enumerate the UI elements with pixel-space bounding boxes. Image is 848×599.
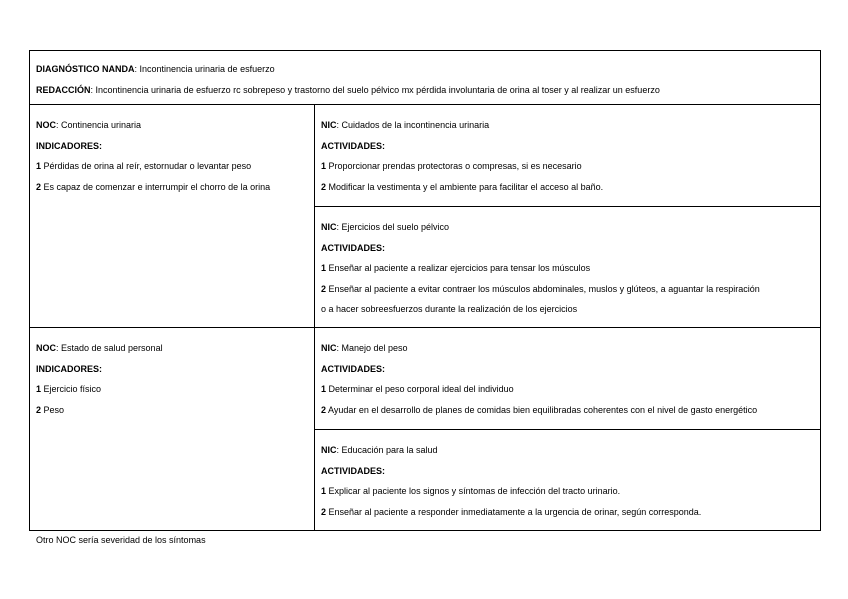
- nic1-activity-1-num: 1: [321, 161, 327, 171]
- noc2-cell: [30, 328, 315, 531]
- nic4-cell: [315, 430, 821, 531]
- section-row-1: [30, 105, 821, 207]
- diagnosis-line: [30, 59, 820, 80]
- nic4-title: [315, 440, 820, 461]
- noc2-indicator-2-text: Peso: [41, 404, 65, 415]
- noc1-indicator-2: [30, 177, 314, 198]
- nic4-activity-1: [315, 481, 820, 502]
- nic4-activity-1-num: 1: [321, 486, 327, 496]
- noc1-cell: [30, 105, 315, 328]
- nic2-title-text: : Ejercicios del suelo pélvico: [336, 222, 450, 232]
- footer-note: Otro NOC sería severidad de los síntomas: [36, 535, 206, 545]
- nic2-activity-1-num: 1: [321, 263, 327, 273]
- nic3-activities-label: [315, 359, 820, 380]
- noc1-indicator-1: [30, 156, 314, 177]
- care-plan-page: [29, 50, 820, 531]
- nic3-activity-2-text: Ayudar en el desarrollo de planes de comidas bien equilibradas coherentes con el nivel de gasto energético: [326, 404, 758, 415]
- diagnosis-label: DIAGNÓSTICO NANDA: [36, 64, 135, 74]
- noc1-title-text: : Continencia urinaria: [56, 120, 142, 130]
- redaction-line: [30, 80, 820, 101]
- diagnosis-text: : Incontinencia urinaria de esfuerzo: [134, 64, 275, 74]
- redaction-label: REDACCIÓN: [36, 84, 91, 95]
- noc2-title: [30, 338, 314, 359]
- nic3-activity-1: [315, 379, 820, 400]
- nic1-activity-2-text: Modificar la vestimenta y el ambiente para facilitar el acceso al baño.: [326, 181, 604, 192]
- noc2-indicators-heading: INDICADORES:: [36, 363, 103, 374]
- nic2-activity-2: [315, 279, 820, 300]
- noc2-indicator-2-num: 2: [36, 404, 42, 415]
- nic4-activities-label: [315, 461, 820, 482]
- nic1-activities-label: [315, 136, 820, 157]
- nic1-cell: [315, 105, 821, 207]
- nic2-cell: [315, 207, 821, 328]
- nic1-activity-2: [315, 177, 820, 198]
- nic2-activities-label: [315, 238, 820, 259]
- header-cell: [30, 51, 821, 105]
- nic3-cell: [315, 328, 821, 430]
- noc2-indicators-label: [30, 359, 314, 380]
- noc2-indicator-1: [30, 379, 314, 400]
- header-row: [30, 51, 821, 105]
- nic2-activity-2-num: 2: [321, 283, 327, 294]
- redaction-text: : Incontinencia urinaria de esfuerzo rc sobrepeso y trastorno del suelo pélvico mx pérdida involuntaria de orina al toser y al realizar un esfuerzo: [90, 84, 660, 95]
- nic1-activity-1: [315, 156, 820, 177]
- nic4-activity-2-num: 2: [321, 506, 327, 517]
- noc1-indicator-1-text: Pérdidas de orina al reír, estornudar o levantar peso: [41, 161, 252, 171]
- noc2-label: NOC: [36, 343, 56, 353]
- noc2-indicator-1-num: 1: [36, 384, 42, 394]
- nic2-label: NIC: [321, 222, 337, 232]
- nic2-activities-heading: ACTIVIDADES:: [321, 242, 386, 253]
- nic2-activity-1-text: Enseñar al paciente a realizar ejercicios para tensar los músculos: [326, 263, 591, 273]
- nic1-label: NIC: [321, 120, 337, 130]
- nic4-title-text: : Educación para la salud: [336, 445, 438, 455]
- noc1-label: NOC: [36, 120, 56, 130]
- nic4-activity-1-text: Explicar al paciente los signos y síntomas de infección del tracto urinario.: [326, 486, 621, 496]
- nic1-title-text: : Cuidados de la incontinencia urinaria: [336, 120, 490, 130]
- nic3-activity-1-num: 1: [321, 384, 327, 394]
- nic3-activity-1-text: Determinar el peso corporal ideal del individuo: [326, 384, 514, 394]
- nic2-activity-2-text: Enseñar al paciente a evitar contraer los músculos abdominales, muslos y glúteos, a aguantar la respiración: [326, 283, 760, 294]
- nic1-activity-1-text: Proporcionar prendas protectoras o compresas, si es necesario: [326, 161, 582, 171]
- nic1-activity-2-num: 2: [321, 181, 327, 192]
- noc2-indicator-1-text: Ejercicio físico: [41, 384, 102, 394]
- nic1-activities-heading: ACTIVIDADES:: [321, 140, 386, 151]
- nic2-title: [315, 217, 820, 238]
- nic3-activity-2-num: 2: [321, 404, 327, 415]
- noc1-indicators-heading: INDICADORES:: [36, 140, 103, 151]
- nic4-label: NIC: [321, 445, 337, 455]
- nic3-label: NIC: [321, 343, 337, 353]
- nic1-title: [315, 115, 820, 136]
- nic3-title-text: : Manejo del peso: [336, 343, 408, 353]
- noc1-title: [30, 115, 314, 136]
- nic2-activity-1: [315, 258, 820, 279]
- noc1-indicators-label: [30, 136, 314, 157]
- noc1-indicator-2-text: Es capaz de comenzar e interrumpir el chorro de la orina: [41, 181, 271, 192]
- nic3-title: [315, 338, 820, 359]
- nic2-activity-2-continuation: o a hacer sobreesfuerzos durante la realización de los ejercicios: [321, 304, 578, 314]
- nic4-activity-2-text: Enseñar al paciente a responder inmediatamente a la urgencia de orinar, según corresponda.: [326, 506, 702, 517]
- noc2-indicator-2: [30, 400, 314, 421]
- nic4-activity-2: [315, 502, 820, 523]
- noc1-indicator-2-num: 2: [36, 181, 42, 192]
- care-plan-table: [29, 50, 821, 531]
- noc2-title-text: : Estado de salud personal: [56, 343, 163, 353]
- nic3-activities-heading: ACTIVIDADES:: [321, 363, 386, 374]
- nic4-activities-heading: ACTIVIDADES:: [321, 465, 386, 476]
- nic3-activity-2: [315, 400, 820, 421]
- noc1-indicator-1-num: 1: [36, 161, 42, 171]
- section-row-3: [30, 328, 821, 430]
